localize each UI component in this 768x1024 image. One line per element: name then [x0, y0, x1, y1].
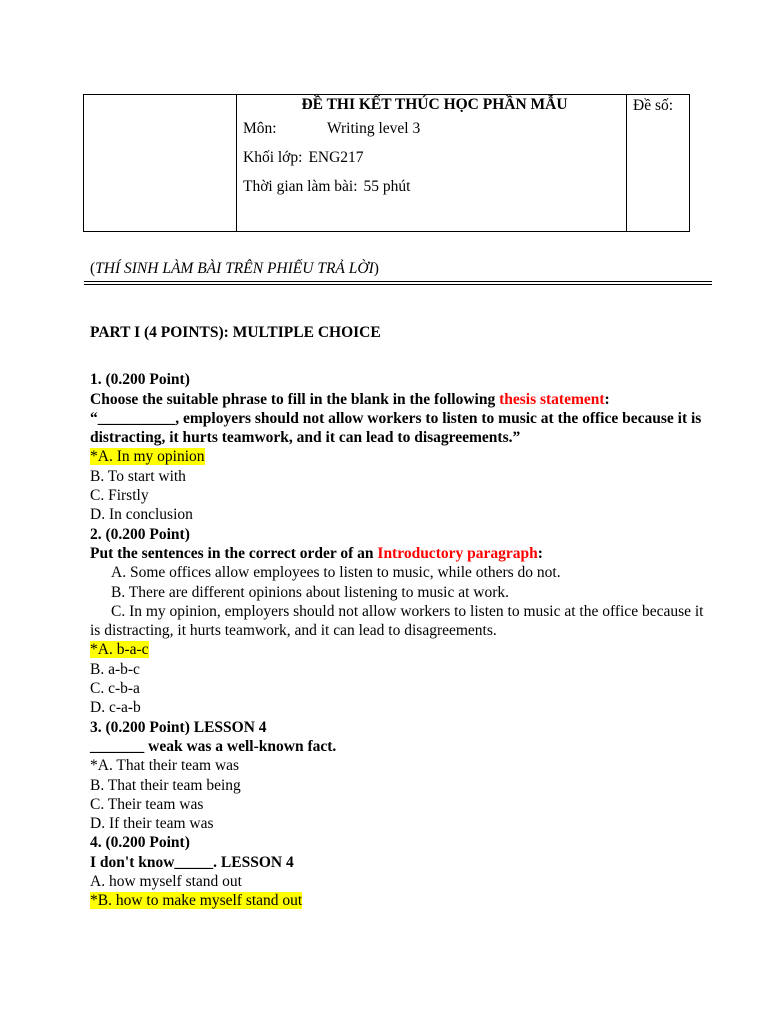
- time-value: 55 phút: [363, 178, 411, 195]
- header-left-cell: [84, 95, 237, 232]
- time-line: [243, 177, 626, 196]
- time-label: Thời gian làm bài:: [243, 178, 358, 195]
- question-2-option-c: C. c-b-a: [90, 680, 140, 698]
- question-1: [90, 370, 715, 524]
- question-2-sentence-c: C. In my opinion, employers should not allow workers to listen to music at the office because it is distracting, it hurts teamwork, and it can lead to disagreements.: [90, 602, 704, 640]
- question-2-head: 2. (0.200 Point): [90, 525, 190, 543]
- question-1-option-c: C. Firstly: [90, 487, 149, 505]
- question-4: [90, 833, 715, 910]
- subject-value: Writing level 3: [327, 120, 421, 137]
- stem-colon: :: [537, 544, 543, 562]
- question-2-option-a: [90, 640, 715, 659]
- stem-text: Put the sentences in the correct order of an: [90, 544, 378, 562]
- stem-text: Choose the suitable phrase to fill in the blank in the following: [90, 390, 500, 408]
- exam-number-cell: [627, 95, 690, 232]
- divider-line-bottom: [84, 284, 712, 285]
- exam-header-table: [83, 94, 690, 232]
- exam-title: ĐỀ THI KẾT THÚC HỌC PHẦN MẪU: [301, 96, 568, 113]
- question-1-stem: [90, 390, 715, 409]
- divider-line-top: [84, 281, 712, 282]
- question-3-stem: _______ weak was a well-known fact.: [90, 737, 337, 755]
- question-1-option-d: D. In conclusion: [90, 506, 193, 524]
- question-1-option-a: [90, 447, 715, 466]
- question-3-option-b: B. That their team being: [90, 776, 241, 794]
- correct-answer: *A. b-a-c: [90, 641, 149, 659]
- question-3-head: 3. (0.200 Point) LESSON 4: [90, 718, 267, 736]
- question-3: [90, 718, 715, 834]
- question-2-option-d: D. c-a-b: [90, 699, 141, 717]
- question-2-stem: [90, 544, 715, 563]
- class-value: ENG217: [308, 149, 364, 166]
- stem-highlight-term: Introductory paragraph: [377, 544, 538, 562]
- question-2-option-b: B. a-b-c: [90, 660, 140, 678]
- question-4-stem: I don't know_____. LESSON 4: [90, 853, 294, 871]
- paren-close: ): [373, 260, 379, 277]
- subject-label: Môn:: [243, 120, 277, 137]
- question-1-option-b: B. To start with: [90, 467, 186, 485]
- paren-open: (: [90, 260, 96, 277]
- header-info-cell: [237, 95, 627, 232]
- subject-line: [243, 119, 626, 138]
- question-4-option-a: A. how myself stand out: [90, 873, 242, 891]
- question-4-option-b: [90, 891, 715, 910]
- correct-answer: *A. In my opinion: [90, 448, 205, 466]
- question-3-option-c: C. Their team was: [90, 795, 204, 813]
- part-title: PART I (4 POINTS): MULTIPLE CHOICE: [90, 324, 381, 341]
- instruction-text: THÍ SINH LÀM BÀI TRÊN PHIẾU TRẢ LỜI: [95, 260, 374, 277]
- exam-number-label: Đề số:: [633, 97, 674, 114]
- question-1-head: 1. (0.200 Point): [90, 371, 190, 389]
- class-line: [243, 148, 626, 167]
- stem-highlight-term: thesis statement: [499, 390, 605, 408]
- question-1-quote: “__________, employers should not allow workers to listen to music at the office because it is distracting, it hurts teamwork, and it can lead to disagreements.”: [90, 409, 702, 447]
- question-2-sentence-a: A. Some offices allow employees to listen to music, while others do not.: [111, 564, 561, 582]
- stem-colon: :: [604, 390, 610, 408]
- class-label: Khối lớp:: [243, 149, 303, 166]
- question-3-option-d: D. If their team was: [90, 815, 214, 833]
- question-3-option-a: *A. That their team was: [90, 757, 240, 775]
- exam-content: [90, 323, 715, 911]
- answer-sheet-instruction: [90, 259, 379, 279]
- question-2-sentence-b: B. There are different opinions about listening to music at work.: [111, 583, 510, 601]
- question-4-head: 4. (0.200 Point): [90, 834, 190, 852]
- correct-answer: *B. how to make myself stand out: [90, 892, 303, 910]
- question-2: [90, 525, 715, 718]
